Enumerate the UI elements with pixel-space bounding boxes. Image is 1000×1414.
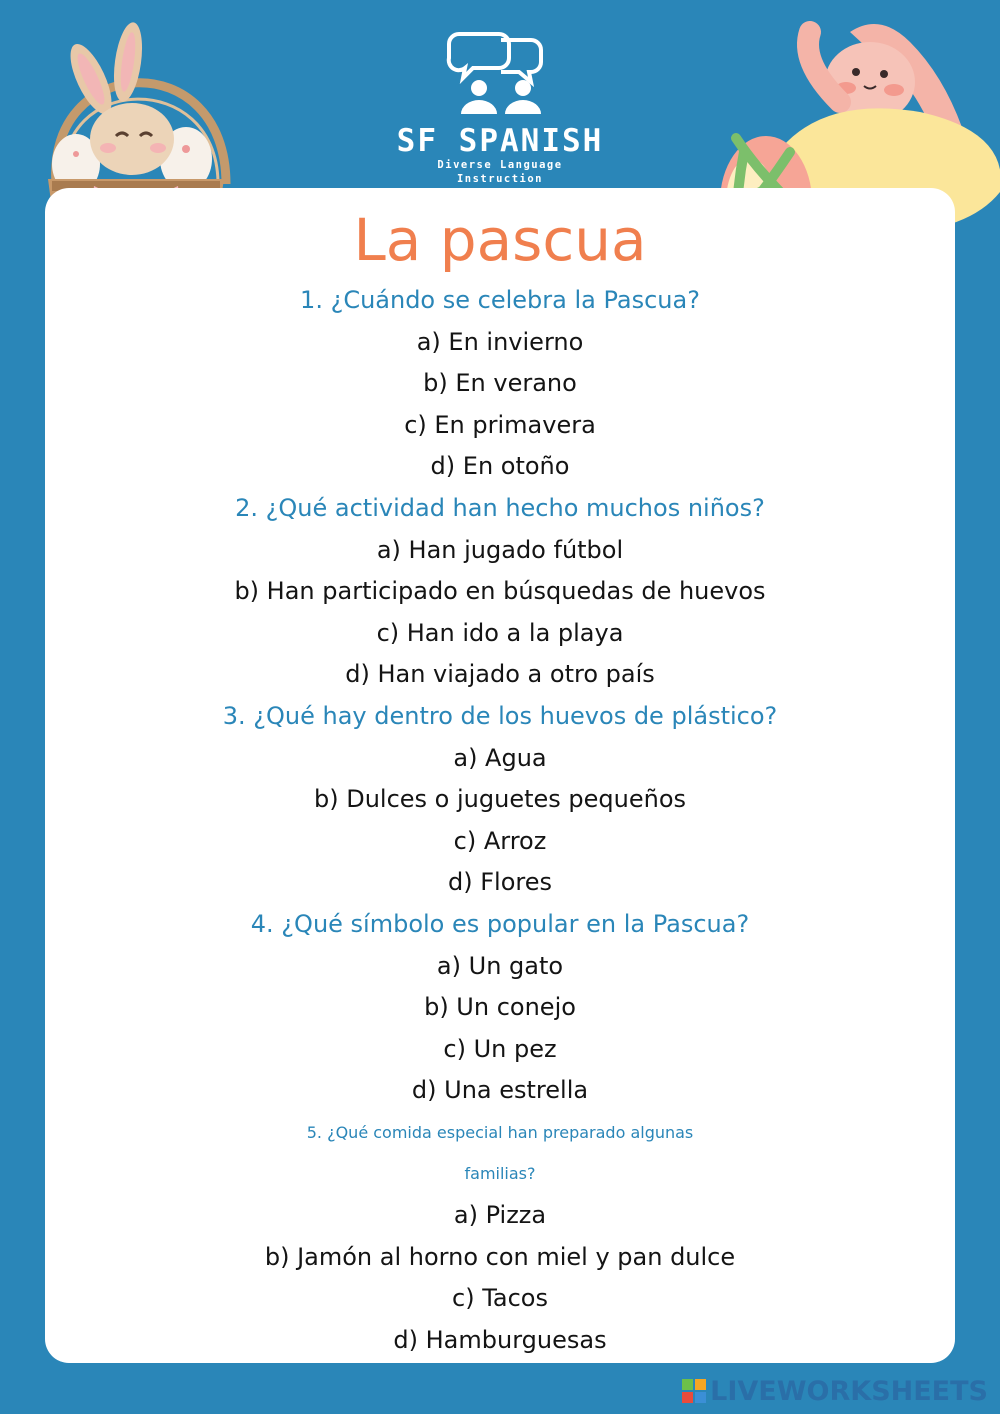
question-5-line-1: 5. ¿Qué comida especial han preparado algunas bbox=[306, 1122, 694, 1142]
question-3: 3. ¿Qué hay dentro de los huevos de plástico? bbox=[222, 701, 778, 730]
question-1-option-b[interactable]: b) En verano bbox=[423, 369, 577, 398]
watermark bbox=[682, 1376, 988, 1406]
question-5 bbox=[180, 1112, 820, 1195]
liveworksheets-logo-icon bbox=[682, 1379, 706, 1403]
question-2-option-a[interactable]: a) Han jugado fútbol bbox=[376, 535, 624, 564]
question-5-option-b[interactable]: b) Jamón al horno con miel y pan dulce bbox=[264, 1242, 736, 1271]
question-3-option-c[interactable]: c) Arroz bbox=[453, 826, 547, 855]
question-3-option-b[interactable]: b) Dulces o juguetes pequeños bbox=[314, 785, 686, 814]
question-2-option-b[interactable]: b) Han participado en búsquedas de huevos bbox=[234, 577, 766, 606]
question-5-line-2: familias? bbox=[464, 1164, 536, 1184]
question-5-option-a[interactable]: a) Pizza bbox=[453, 1201, 547, 1230]
question-5-option-d[interactable]: d) Hamburguesas bbox=[393, 1325, 607, 1354]
question-4-option-b[interactable]: b) Un conejo bbox=[424, 993, 576, 1022]
question-4: 4. ¿Qué símbolo es popular en la Pascua? bbox=[250, 909, 750, 938]
question-2: 2. ¿Qué actividad han hecho muchos niños? bbox=[235, 493, 765, 522]
question-1-option-c[interactable]: c) En primavera bbox=[404, 410, 596, 439]
question-1-option-a[interactable]: a) En invierno bbox=[416, 327, 584, 356]
question-5-option-c[interactable]: c) Tacos bbox=[452, 1284, 548, 1313]
question-2-option-c[interactable]: c) Han ido a la playa bbox=[376, 618, 624, 647]
question-3-option-a[interactable]: a) Agua bbox=[453, 743, 547, 772]
question-2-option-d[interactable]: d) Han viajado a otro país bbox=[345, 660, 655, 689]
question-list bbox=[45, 280, 955, 1361]
watermark-text: LIVEWORKSHEETS bbox=[710, 1375, 988, 1407]
brand-name: SF SPANISH bbox=[396, 123, 604, 159]
question-4-option-a[interactable]: a) Un gato bbox=[436, 951, 564, 980]
brand-tagline: Diverse Language Instruction bbox=[437, 159, 563, 185]
question-4-option-d[interactable]: d) Una estrella bbox=[411, 1076, 589, 1105]
page-title: La pascua bbox=[353, 206, 647, 274]
question-1: 1. ¿Cuándo se celebra la Pascua? bbox=[300, 286, 700, 314]
chat-people-icon bbox=[445, 28, 555, 118]
question-3-option-d[interactable]: d) Flores bbox=[448, 868, 552, 897]
question-4-option-c[interactable]: c) Un pez bbox=[443, 1034, 557, 1063]
logo bbox=[395, 28, 605, 185]
question-1-option-d[interactable]: d) En otoño bbox=[430, 452, 570, 481]
